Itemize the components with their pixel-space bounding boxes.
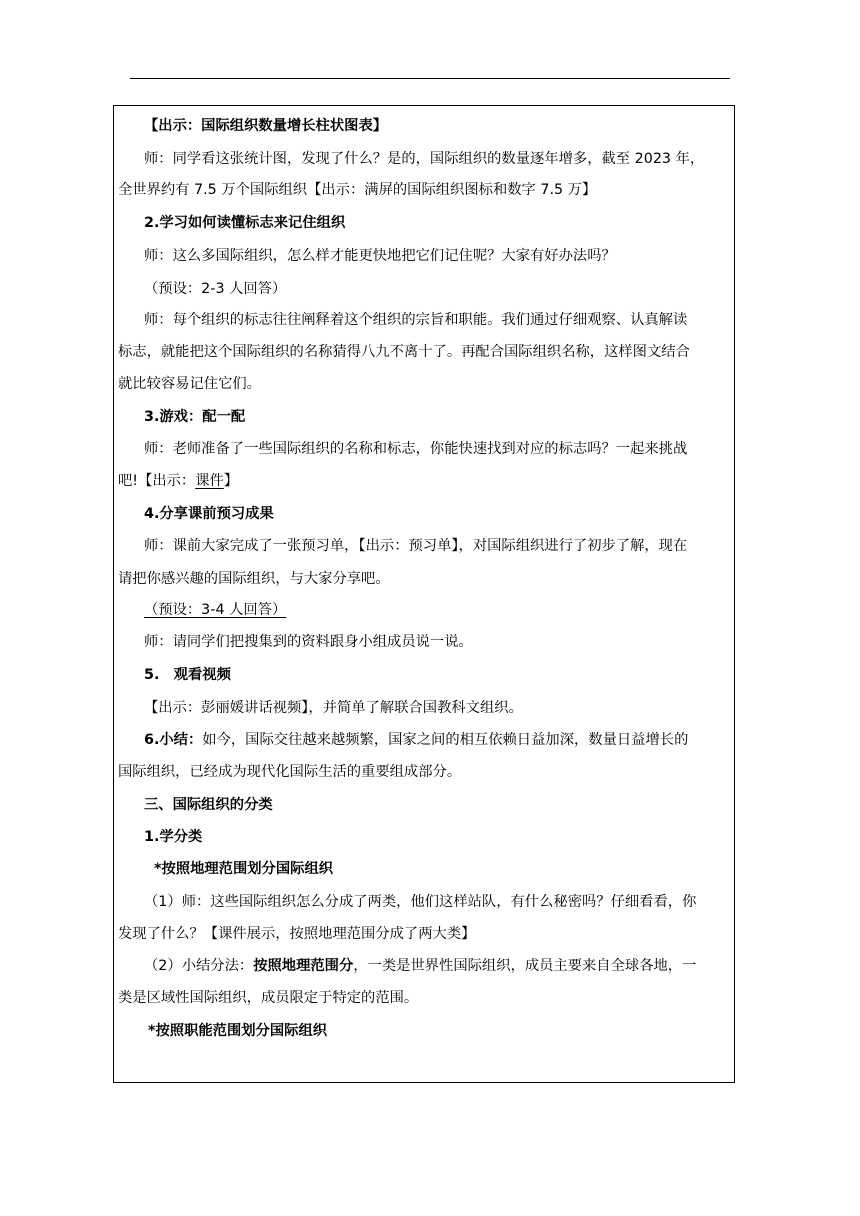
text-line: 师：课前大家完成了一张预习单，【出示：预习单】，对国际组织进行了初步了解，现在	[144, 538, 688, 554]
text-line: 师：每个组织的标志往往阐释着这个组织的宗旨和职能。我们通过仔细观察、认真解读	[144, 312, 688, 328]
text-line: 师：同学看这张统计图，发现了什么？是的，国际组织的数量逐年增多，截至 2023 年，	[144, 151, 705, 167]
text-line: 标志，就能把这个国际组织的名称猜得八九不离十了。再配合国际组织名称，这样图文结合	[118, 344, 690, 360]
text-line: 【出示：国际组织数量增长柱状图表】	[144, 118, 388, 134]
section-heading: 5. 观看视频	[144, 667, 231, 683]
text-line: 师：请同学们把搜集到的资料跟身小组成员说一说。	[144, 634, 473, 650]
text-line: 全世界约有 7.5 万个国际组织【出示：满屏的国际组织图标和数字 7.5 万】	[118, 182, 597, 198]
text-line: 6.小结：如今，国际交往越来越频繁，国家之间的相互依赖日益加深，数量日益增长的	[144, 732, 689, 748]
section-heading: 三、国际组织的分类	[144, 797, 273, 813]
text-line: 类是区域性国际组织，成员限定于特定的范围。	[118, 990, 419, 1006]
text-line: 国际组织，已经成为现代化国际生活的重要组成部分。	[118, 764, 462, 780]
text-line: 师：老师准备了一些国际组织的名称和标志，你能快速找到对应的标志吗？一起来挑战	[144, 441, 688, 457]
content-frame	[113, 105, 735, 1083]
header-rule	[130, 78, 730, 79]
text-line: 师：这么多国际组织，怎么样才能更快地把它们记住呢？大家有好办法吗？	[144, 248, 616, 264]
text-line: （预设：3-4 人回答）	[144, 602, 287, 618]
text-line: （1）师：这些国际组织怎么分成了两类，他们这样站队，有什么秘密吗？仔细看看，你	[144, 894, 697, 910]
text-line: （2）小结分法：按照地理范围分，一类是世界性国际组织，成员主要来自全球各地，一	[144, 958, 697, 974]
section-heading: 3.游戏：配一配	[144, 409, 246, 425]
text-line: 【出示：彭丽媛讲话视频】，并简单了解联合国教科文组织。	[144, 700, 523, 716]
section-heading: 4.分享课前预习成果	[144, 506, 274, 522]
text-line: （预设：2-3 人回答）	[144, 281, 287, 297]
text-line: 吧!【出示：课件】	[118, 473, 239, 489]
text-line: 请把你感兴趣的国际组织，与大家分享吧。	[118, 571, 390, 587]
section-heading: 2.学习如何读懂标志来记住组织	[144, 215, 346, 231]
section-heading: 1.学分类	[144, 829, 203, 845]
text-line: 就比较容易记住它们。	[118, 376, 261, 392]
section-heading: *按照地理范围划分国际组织	[154, 861, 334, 877]
section-heading: *按照职能范围划分国际组织	[148, 1023, 328, 1039]
text-line: 发现了什么？【课件展示，按照地理范围分成了两大类】	[118, 926, 476, 942]
